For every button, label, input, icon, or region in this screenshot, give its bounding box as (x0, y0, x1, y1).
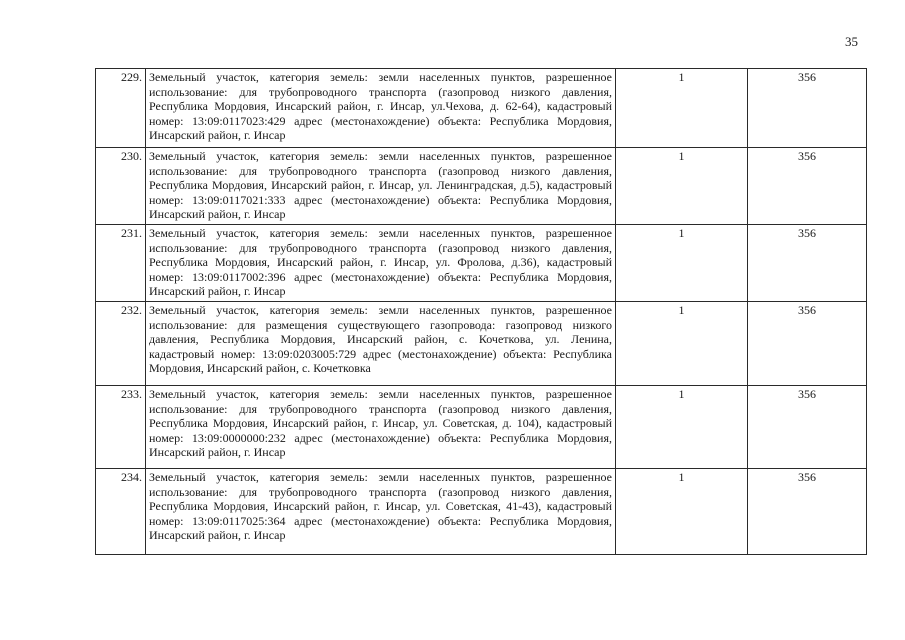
property-table (95, 68, 867, 555)
table-row (96, 148, 867, 225)
table-row (96, 468, 867, 554)
row-value: 356 (748, 301, 867, 385)
row-description: Земельный участок, категория земель: земли населенных пунктов, разрешенное использование: для трубопроводного транспорта (газопровод низкого давления, Республика Мордовия, Инсарский район, г. Инсар, ул. Фролова, д.36), кадастровый номер: 13:09:0117002:396 адрес (местонахождение) объекта: Республика Мордовия, Инсарский район, г. Инсар (146, 224, 616, 301)
page-number: 35 (845, 34, 858, 49)
row-quantity: 1 (616, 69, 748, 148)
row-value: 356 (748, 468, 867, 554)
row-description: Земельный участок, категория земель: земли населенных пунктов, разрешенное использование: для трубопроводного транспорта (газопровод низкого давления, Республика Мордовия, Инсарский район, г. Инсар, ул. Советская, д. 104), кадастровый номер: 13:09:0000000:232 адрес (местонахождение) объекта: Республика Мордовия, Инсарский район, г. Инсар (146, 385, 616, 468)
row-quantity: 1 (616, 468, 748, 554)
row-number: 234. (96, 468, 146, 554)
row-number: 232. (96, 301, 146, 385)
row-number: 231. (96, 224, 146, 301)
row-value: 356 (748, 224, 867, 301)
row-description: Земельный участок, категория земель: земли населенных пунктов, разрешенное использование: для трубопроводного транспорта (газопровод низкого давления, Республика Мордовия, Инсарский район, г. Инсар, ул. Ленинградская, д.5), кадастровый номер: 13:09:0117021:333 адрес (местонахождение) объекта: Республика Мордовия, Инсарский район, г. Инсар (146, 148, 616, 225)
row-quantity: 1 (616, 148, 748, 225)
row-value: 356 (748, 385, 867, 468)
row-quantity: 1 (616, 301, 748, 385)
table-row (96, 301, 867, 385)
row-number: 233. (96, 385, 146, 468)
row-number: 230. (96, 148, 146, 225)
row-quantity: 1 (616, 224, 748, 301)
row-description: Земельный участок, категория земель: земли населенных пунктов, разрешенное использование: для размещения существующего газопровода: газопровод низкого давления, Республика Мордовия, Инсарский район, с. Кочеткова, ул. Ленина, кадастровый номер: 13:09:0203005:729 адрес (местонахождение) объекта: Республика Мордовия, Инсарский район, с. Кочетковка (146, 301, 616, 385)
row-description: Земельный участок, категория земель: земли населенных пунктов, разрешенное использование: для трубопроводного транспорта (газопровод низкого давления, Республика Мордовия, Инсарский район, г. Инсар, ул.Чехова, д. 62-64), кадастровый номер: 13:09:0117023:429 адрес (местонахождение) объекта: Республика Мордовия, Инсарский район, г. Инсар (146, 69, 616, 148)
row-description: Земельный участок, категория земель: земли населенных пунктов, разрешенное использование: для трубопроводного транспорта (газопровод низкого давления, Республика Мордовия, Инсарский район, г. Инсар, ул. Советская, 41-43), кадастровый номер: 13:09:0117025:364 адрес (местонахождение) объекта: Республика Мордовия, Инсарский район, г. Инсар (146, 468, 616, 554)
row-quantity: 1 (616, 385, 748, 468)
row-value: 356 (748, 69, 867, 148)
table-row (96, 385, 867, 468)
row-value: 356 (748, 148, 867, 225)
table-row (96, 69, 867, 148)
row-number: 229. (96, 69, 146, 148)
table-row (96, 224, 867, 301)
